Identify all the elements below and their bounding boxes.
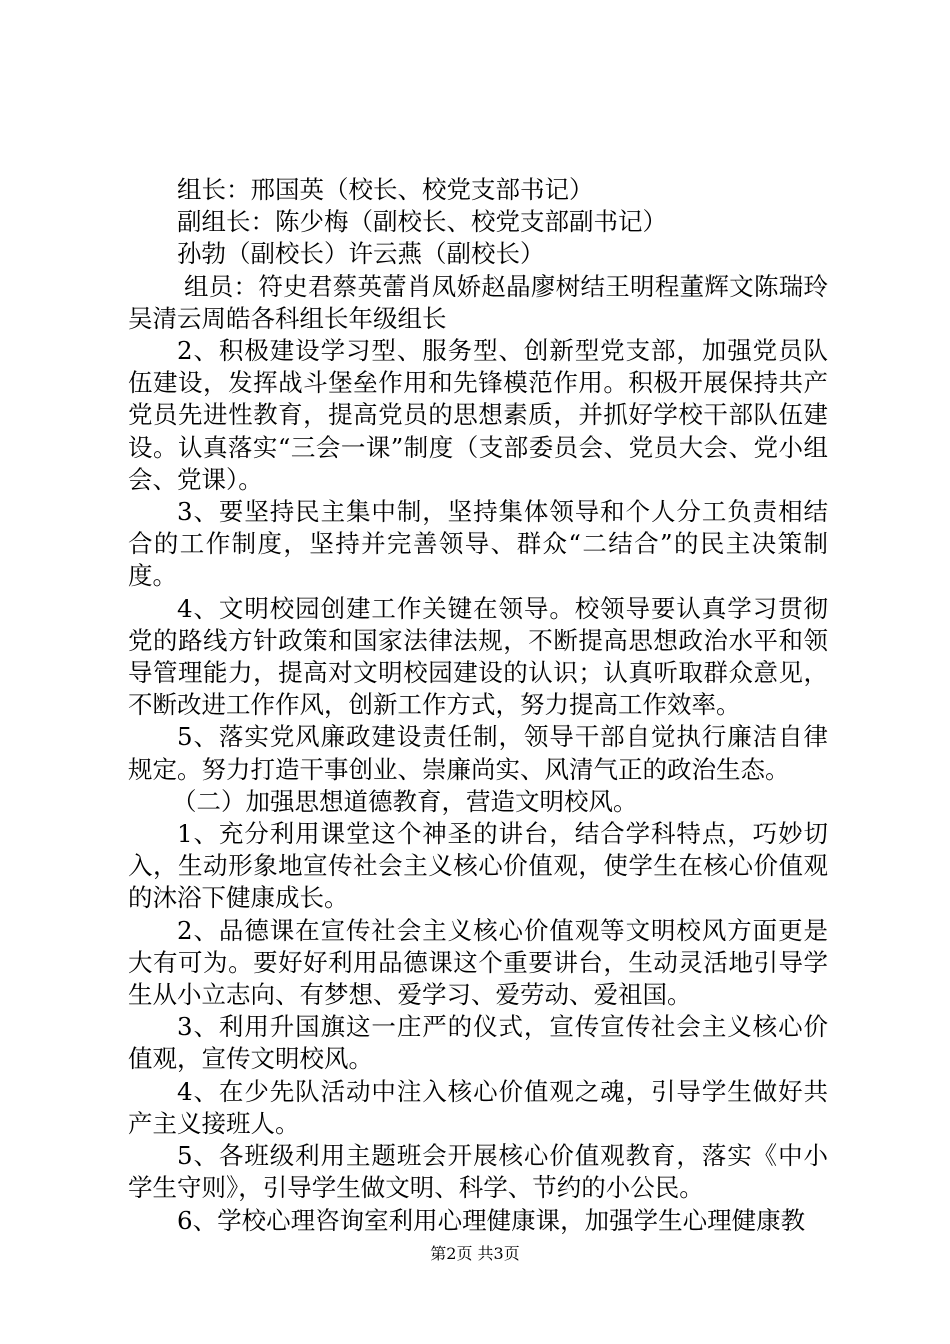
deputy-leader-paragraph: 副组长：陈少梅（副校长、校党支部副书记） — [177, 207, 667, 237]
sec2-item-2-paragraph: 2、品德课在宣传社会主义核心价值观等文明校风方面更是大有可为。要好好利用品德课这个重要讲台，生动灵活地引导学生从小立志向、有梦想、爱学习、爱劳动、爱祖国。 — [128, 915, 828, 1010]
members-paragraph: 组员：符史君蔡英蕾肖凤娇赵晶廖树结王明程董辉文陈瑞玲吴清云周皓各科组长年级组长 — [128, 271, 828, 333]
page-number-footer: 第2页 共3页 — [430, 1244, 520, 1263]
item-5-paragraph: 5、落实党风廉政建设责任制，领导干部自觉执行廉洁自律规定。努力打造干事创业、崇廉尚实、风清气正的政治生态。 — [128, 722, 828, 784]
deputy-others-paragraph: 孙勃（副校长）许云燕（副校长） — [177, 239, 545, 269]
section-2-heading: （二）加强思想道德教育，营造文明校风。 — [172, 786, 638, 816]
leader-paragraph: 组长：邢国英（校长、校党支部书记） — [177, 175, 594, 204]
item-3-paragraph: 3、要坚持民主集中制，坚持集体领导和个人分工负责相结合的工作制度，坚持并完善领导、群众“二结合”的民主决策制度。 — [128, 497, 828, 591]
sec2-item-6-paragraph: 6、学校心理咨询室利用心理健康课，加强学生心理健康教 — [177, 1205, 806, 1235]
document-body — [128, 174, 828, 1237]
item-4-paragraph: 4、文明校园创建工作关键在领导。校领导要认真学习贯彻党的路线方针政策和国家法律法规，不断提高思想政治水平和领导管理能力，提高对文明校园建设的认识；认真听取群众意见，不断改进工作作风，创新工作方式，努力提高工作效率。 — [128, 593, 828, 720]
sec2-item-1-paragraph: 1、充分利用课堂这个神圣的讲台，结合学科特点，巧妙切入，生动形象地宣传社会主义核心价值观，使学生在核心价值观的沐浴下健康成长。 — [128, 819, 828, 913]
sec2-item-5-paragraph: 5、各班级利用主题班会开展核心价值观教育，落实《中小学生守则》，引导学生做文明、科学、节约的小公民。 — [128, 1141, 828, 1203]
item-2-paragraph: 2、积极建设学习型、服务型、创新型党支部，加强党员队伍建设，发挥战斗堡垒作用和先锋模范作用。积极开展保持共产党员先进性教育，提高党员的思想素质，并抓好学校干部队伍建设。认真落实“三会一课”制度（支部委员会、党员大会、党小组会、党课）。 — [128, 336, 828, 494]
sec2-item-4-paragraph: 4、在少先队活动中注入核心价值观之魂，引导学生做好共产主义接班人。 — [128, 1076, 828, 1138]
sec2-item-3-paragraph: 3、利用升国旗这一庄严的仪式，宣传宣传社会主义核心价值观，宣传文明校风。 — [128, 1012, 828, 1074]
